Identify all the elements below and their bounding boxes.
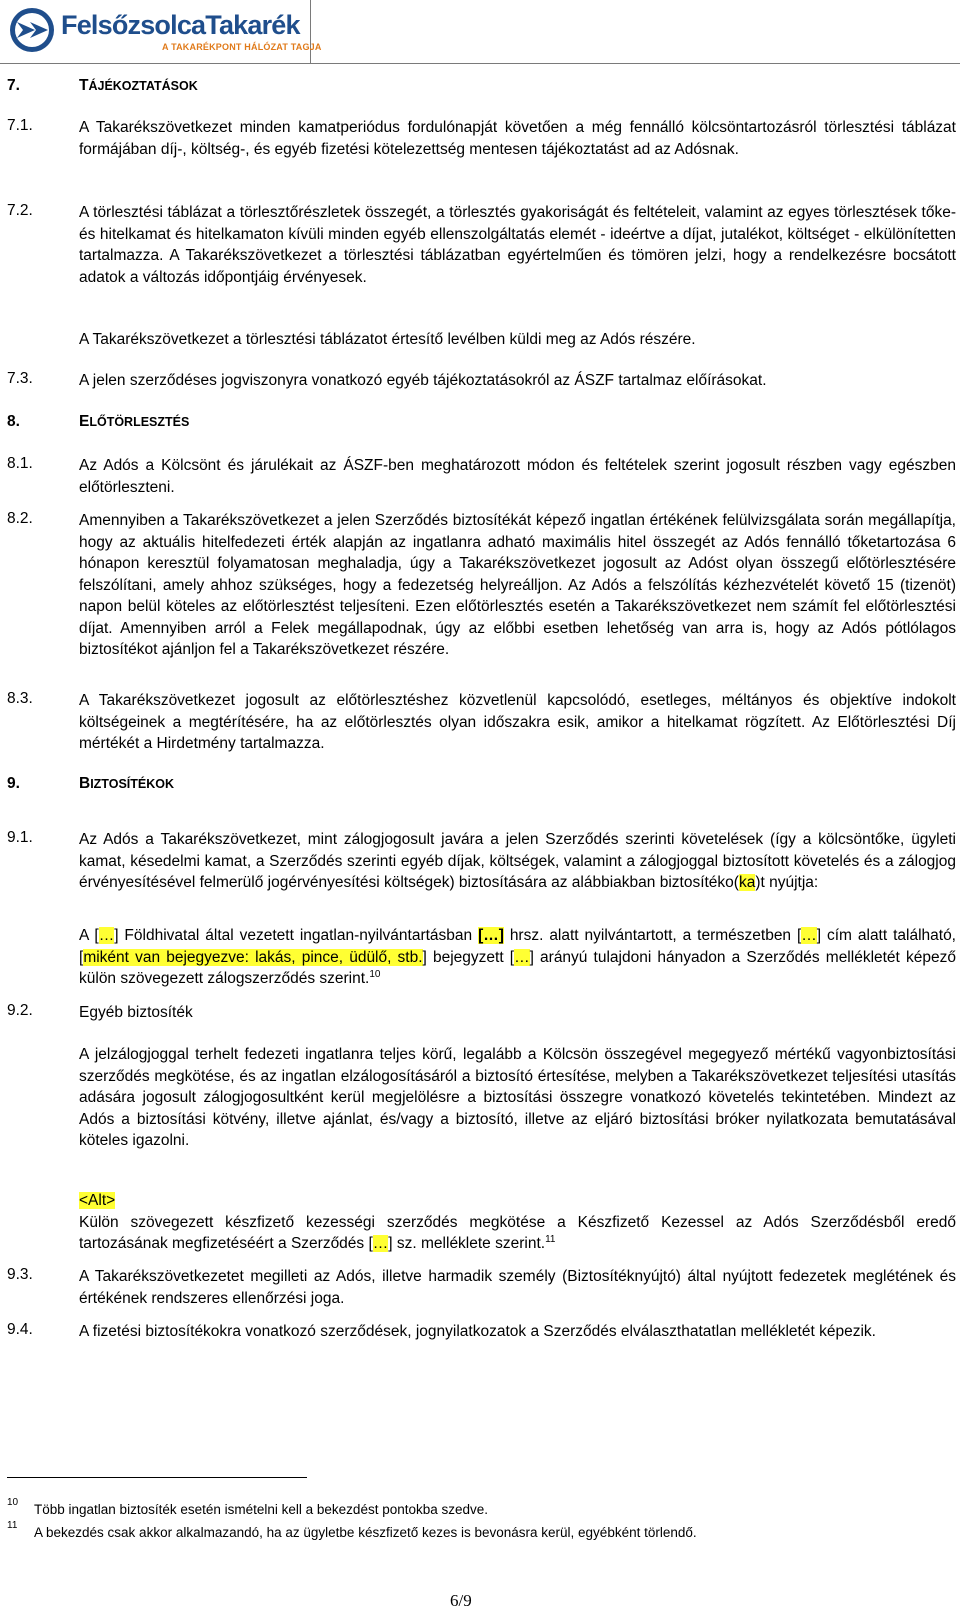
logo: [0, 0, 322, 63]
paragraph-9-2-alt: [0, 1190, 960, 1255]
footnote-reference: 10: [369, 968, 381, 980]
paragraph-text: A jelzálogjoggal terhelt fedezeti ingatlanra teljes körű, legalább a Kölcsön összegével megegyező mértékű vagyonbiztosítási szerződés megkötése, és az ingatlan elzálogosításáról a biztosító értesítése, melyben a Takarékszövetkezet teljesítési utasítás adására jogosult zálogjogosultként kerül megjelölésre a biztosítási összegre vonatkozó követelés tekintetében. Mindezt az Adós a biztosítási kötvény, illetve ajánlat, és/vagy a biztosító, illetve az eljáró biztosítási bróker nyilatkozata bemutatásával köteles igazolni.: [79, 1046, 956, 1149]
paragraph-number: 8.2.: [7, 510, 33, 527]
paragraph-number: 9.3.: [7, 1266, 33, 1283]
section-number: 7.: [7, 77, 20, 94]
paragraph-number: 9.1.: [7, 829, 33, 846]
paragraph-9-2: [0, 1002, 960, 1024]
section-number: 9.: [7, 775, 20, 792]
paragraph-number: 9.4.: [7, 1321, 33, 1338]
paragraph-9-1: [0, 829, 960, 894]
page-number: 6/9: [450, 1591, 472, 1610]
paragraph-number: 7.3.: [7, 370, 33, 387]
highlight: miként van bejegyezve: lakás, pince, üdülő, stb.: [83, 948, 423, 966]
paragraph-text: Az Adós a Kölcsönt és járulékait az ÁSZF-ben meghatározott módon és feltételek szerint jogosult részben vagy egészben előtörleszteni.: [79, 457, 956, 496]
paragraph-text: A fizetési biztosítékokra vonatkozó szerződések, jognyilatkozatok a Szerződés elválaszthatatlan mellékletét képezik.: [79, 1323, 876, 1340]
highlight: …: [801, 927, 817, 944]
section-title: ELŐTÖRLESZTÉS: [79, 413, 190, 430]
paragraph-7-3: [0, 370, 960, 392]
footnote-text: A bekezdés csak akkor alkalmazandó, ha az ügyletbe készfizető kezes is bevonásra kerül, egyébként törlendő.: [34, 1525, 697, 1540]
paragraph-title: Egyéb biztosíték: [79, 1004, 193, 1021]
paragraph-7-2: [0, 202, 960, 288]
paragraph-text: A Takarékszövetkezet minden kamatperiódus fordulónapját követően a még fennálló kölcsöntartozásról törlesztési táblázat formájában díj-, költség-, és egyéb fizetési kötelezettség mentesen tájékoztatást ad az Adósnak.: [79, 119, 956, 158]
highlight: …: [514, 948, 530, 966]
paragraph-7-1: [0, 117, 960, 160]
highlight: […]: [478, 927, 504, 944]
paragraph-8-2: [0, 510, 960, 661]
section-number: 8.: [7, 413, 20, 430]
paragraph-text: Amennyiben a Takarékszövetkezet a jelen Szerződés biztosítékát képező ingatlan értékének felülvizsgálata során megállapítja, hogy az aktuális hitelfedezeti érték alapján az ingatlanra adható maximális hitel összegét az Adós fennálló tőketartozása 6 hónapon keresztül folyamatosan meghaladja, úgy a Takarékszövetkezet jogosult az Adóst olyan összegű előtörlesztésére felszólítani, amely ahhoz szükséges, hogy a fedezetség helyreálljon. Az Adós a felszólítás kézhezvételét követő 15 (tizenöt) napon belül köteles az előtörlesztést teljesíteni. Ezen előtörlesztés esetén a Takarékszövetkezet nem számít fel előtörlesztési díjat. Amennyiben arról a Felek megállapodnak, úgy az előbbi esetben lehetőség van arra is, hogy az Adós pótlólagos biztosítékot ajánljon fel a Takarékszövetkezet részére.: [79, 512, 956, 658]
paragraph-text: A Takarékszövetkezet jogosult az előtörlesztéshez közvetlenül kapcsolódó, esetleges, méltányos és objektíve indokolt költségeinek a megtérítésére, ha az előtörlesztés olyan időszakra esik, amikor a hitelkamat rögzített. Az Előtörlesztési Díj mértékét a Hirdetmény tartalmazza.: [79, 692, 956, 752]
alt-marker: <Alt>: [79, 1192, 116, 1209]
highlight: …: [98, 927, 115, 944]
paragraph-text: A jelen szerződéses jogviszonyra vonatkozó egyéb tájékoztatásokról az ÁSZF tartalmaz előírásokat.: [79, 372, 767, 389]
paragraph-9-1-property: [0, 925, 960, 990]
paragraph-9-3: [0, 1266, 960, 1309]
logo-tagline: A TAKARÉKPONT HÁLÓZAT TAGJA: [162, 42, 322, 52]
logo-name: FelsőzsolcaTakarék: [61, 10, 300, 40]
paragraph-text: A Takarékszövetkezet a törlesztési táblázatot értesítő levélben küldi meg az Adós részére.: [79, 331, 696, 348]
paragraph-number: 7.1.: [7, 117, 33, 134]
section-title: BIZTOSÍTÉKOK: [79, 775, 175, 792]
paragraph-text: <Alt> Külön szövegezett készfizető kezességi szerződés megkötése a Készfizető Kezessel az Adós Szerződésből eredő tartozásának megfizetéséért a Szerződés […] sz. melléklete szerint.$^{11}$: [79, 1192, 956, 1252]
header-divider: [0, 63, 960, 64]
paragraph-text: Az Adós a Takarékszövetkezet, mint zálogjogosult javára a jelen Szerződés szerinti követelések (így a kölcsöntőke, ügyleti kamat, késedelmi kamat, a Szerződés szerinti egyéb díjak, költségek, valamint a zálogjoggal biztosított követelés és a zálogjog érvényesítésével felmerülő jogérvényesítési költségek) biztosítására az alábbiakban biztosítéko(ka)t nyújtja:: [79, 831, 956, 891]
highlight: ka: [738, 874, 756, 891]
paragraph-number: 8.3.: [7, 690, 33, 707]
paragraph-9-2-text: [0, 1044, 960, 1152]
paragraph-number: 9.2.: [7, 1002, 33, 1019]
footnote-number: 10: [7, 1497, 19, 1508]
footnote-reference: 11: [545, 1233, 556, 1245]
footnote-text: Több ingatlan biztosíték esetén ismételni kell a bekezdést pontokba szedve.: [34, 1502, 489, 1517]
section-title: TÁJÉKOZTATÁSOK: [79, 77, 198, 94]
paragraph-text: A törlesztési táblázat a törlesztőrészletek összegét, a törlesztés gyakoriságát és feltételeit, valamint az egyes törlesztések tőke- és hitelkamat és hitelkamaton kívüli minden egyéb ellenszolgáltatás elemét - ideértve a díjat, jutalékot, költséget - elkülönítetten tartalmazza. A Takarékszövetkezet a törlesztési táblázatban egyértelműen és tömören jelzi, hogy a rendelkezésre bocsátott adatok a változás időpontjáig érvényesek.: [79, 204, 956, 286]
paragraph-number: 8.1.: [7, 455, 33, 472]
paragraph-text: A Takarékszövetkezetet megilleti az Adós, illetve harmadik személy (Biztosítéknyújtó) által nyújtott fedezetek meglétének és értékének rendszeres ellenőrzési joga.: [79, 1268, 956, 1307]
paragraph-7-2-continued: [0, 329, 960, 351]
paragraph-8-3: [0, 690, 960, 755]
paragraph-text: A […] Földhivatal által vezetett ingatlan-nyilvántartásban […] hrsz. alatt nyilvántartott, a természetben […] cím alatt található, [miként van bejegyezve: lakás, pince, üdülő, stb.] bejegyzett […] arányú tulajdoni hányadon a Szerződés mellékletét képező külön szövegezett zálogszerződés szerint.$^{10}$: [79, 927, 956, 987]
paragraph-9-4: [0, 1321, 960, 1343]
footnote-number: 11: [7, 1520, 18, 1531]
logo-emblem-icon: [8, 6, 56, 54]
footnote-divider: [7, 1477, 307, 1478]
paragraph-number: 7.2.: [7, 202, 33, 219]
highlight: …: [372, 1235, 389, 1252]
paragraph-8-1: [0, 455, 960, 498]
